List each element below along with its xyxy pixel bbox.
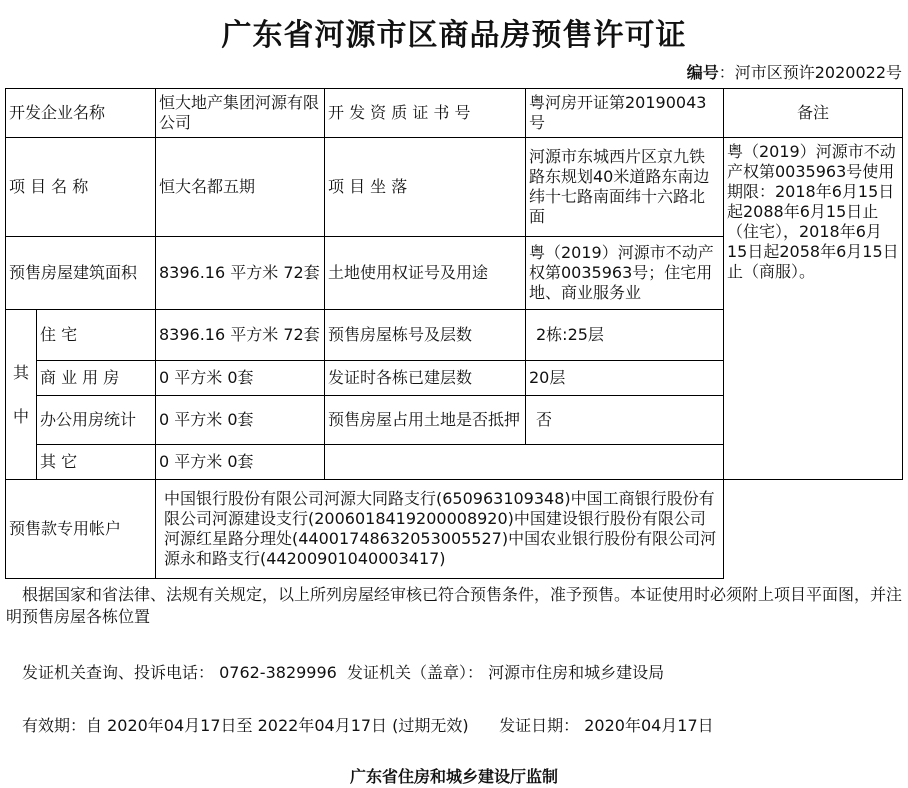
certificate-number bbox=[687, 60, 902, 83]
remark-label: 备注 bbox=[723, 88, 903, 138]
developer-label: 开发企业名称 bbox=[5, 88, 156, 138]
floors-built-label: 发证时各栋已建层数 bbox=[324, 360, 526, 396]
account-label: 预售款专用帐户 bbox=[5, 479, 156, 579]
land-cert-label: 土地使用权证号及用途 bbox=[324, 236, 526, 310]
commercial-value: 0 平方米 0套 bbox=[155, 360, 325, 396]
account-value: 中国银行股份有限公司河源大同路支行(650963109348)中国工商银行股份有限公司河源建设支行(2006018419200008920)中国建设银行股份有限公司河源红星路分理处(44001748632053005527)中国农业银行股份有限公司河源永和路支行(44200901040003417) bbox=[155, 479, 724, 579]
breakdown-label-char-1: 其 bbox=[12, 362, 29, 382]
other-value: 0 平方米 0套 bbox=[155, 444, 325, 480]
mortgage-label: 预售房屋占用土地是否抵押 bbox=[324, 395, 526, 445]
contact-line: 发证机关查询、投诉电话： 0762-3829996 发证机关（盖章）： 河源市住房和城乡建设局 bbox=[22, 663, 665, 682]
certificate-title: 广东省河源市区商品房预售许可证 bbox=[221, 18, 687, 53]
project-name-value: 恒大名都五期 bbox=[155, 137, 325, 237]
land-cert-value: 粤（2019）河源市不动产权第0035963号；住宅用地、商业服务业 bbox=[525, 236, 724, 310]
presale-area-value: 8396.16 平方米 72套 bbox=[155, 236, 325, 310]
office-label: 办公用房统计 bbox=[36, 395, 156, 445]
other-label: 其 它 bbox=[36, 444, 156, 480]
developer-value: 恒大地产集团河源有限公司 bbox=[155, 88, 325, 138]
qualification-value: 粤河房开证第20190043号 bbox=[525, 88, 724, 138]
project-name-label: 项 目 名 称 bbox=[5, 137, 156, 237]
mortgage-value: 否 bbox=[525, 395, 724, 445]
residential-label: 住 宅 bbox=[36, 309, 156, 361]
commercial-label: 商 业 用 房 bbox=[36, 360, 156, 396]
floors-built-value: 20层 bbox=[525, 360, 724, 396]
certificate-number-value: ：河市区预许2020022号 bbox=[718, 63, 902, 82]
location-label: 项 目 坐 落 bbox=[324, 137, 526, 237]
location-value: 河源市东城西片区京九铁路东规划40米道路东南边纬十七路南面纬十六路北面 bbox=[525, 137, 724, 237]
supervisor-line: 广东省住房和城乡建设厅监制 bbox=[349, 767, 558, 786]
office-value: 0 平方米 0套 bbox=[155, 395, 325, 445]
building-value: 2栋:25层 bbox=[525, 309, 724, 361]
validity-line: 有效期：自 2020年04月17日至 2022年04月17日 (过期无效) 发证日期： 2020年04月17日 bbox=[22, 716, 714, 735]
breakdown-label bbox=[5, 309, 37, 480]
qualification-label: 开 发 资 质 证 书 号 bbox=[324, 88, 526, 138]
presale-area-label: 预售房屋建筑面积 bbox=[5, 236, 156, 310]
approval-statement: 根据国家和省法律、法规有关规定，以上所列房屋经审核已符合预售条件，准予预售。本证使用时必须附上项目平面图，并注明预售房屋各栋位置 bbox=[6, 585, 903, 626]
breakdown-label-char-2: 中 bbox=[12, 406, 29, 426]
residential-value: 8396.16 平方米 72套 bbox=[155, 309, 325, 361]
certificate-number-label: 编号 bbox=[686, 63, 719, 82]
remark-value: 粤（2019）河源市不动产权第0035963号使用期限：2018年6月15日起2088年6月15日止（住宅），2018年6月15日起2058年6月15日止（商服）。 bbox=[723, 137, 903, 480]
building-label: 预售房屋栋号及层数 bbox=[324, 309, 526, 361]
